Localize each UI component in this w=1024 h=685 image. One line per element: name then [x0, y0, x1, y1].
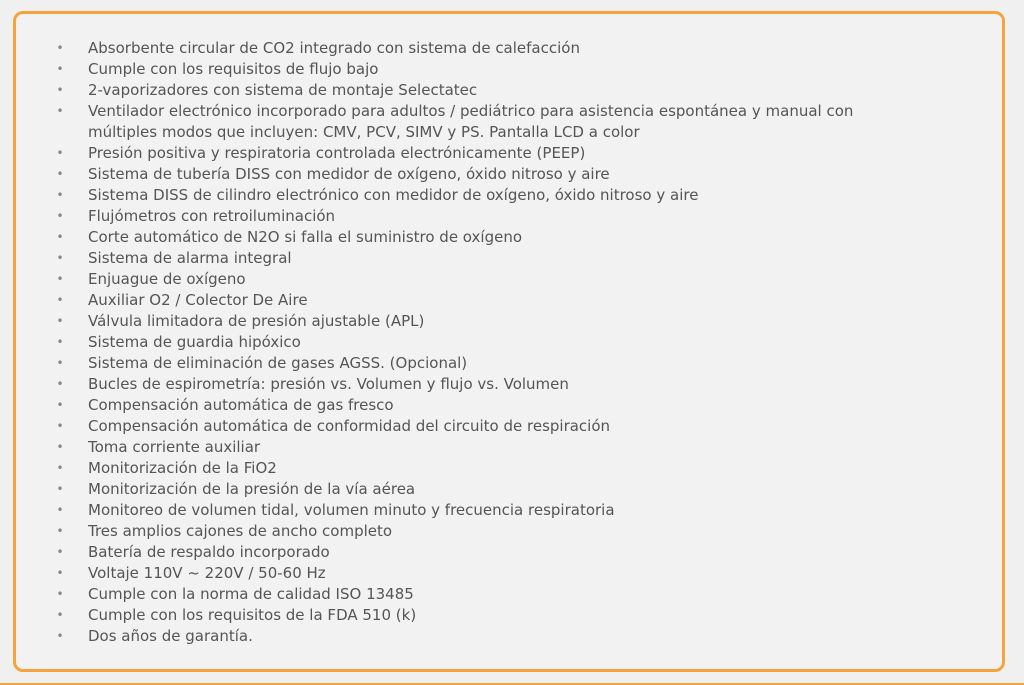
feature-text: Batería de respaldo incorporado [88, 543, 330, 561]
list-item [55, 500, 955, 521]
bullet-icon: • [56, 188, 64, 202]
bullet-icon: • [56, 83, 64, 97]
feature-text: Presión positiva y respiratoria controlada electrónicamente (PEEP) [88, 144, 586, 162]
list-item [55, 227, 955, 248]
list-item [55, 626, 955, 647]
feature-text: Válvula limitadora de presión ajustable (APL) [88, 312, 425, 330]
list-item [55, 563, 955, 584]
list-item [55, 101, 918, 143]
list-item [55, 542, 955, 563]
list-item [55, 269, 955, 290]
list-item [55, 437, 955, 458]
feature-text: Sistema de guardia hipóxico [88, 333, 301, 351]
feature-text: Absorbente circular de CO2 integrado con sistema de calefacción [88, 39, 580, 57]
list-item [55, 584, 955, 605]
bullet-icon: • [56, 104, 64, 118]
bullet-icon: • [56, 272, 64, 286]
feature-text: Compensación automática de conformidad del circuito de respiración [88, 417, 611, 435]
bullet-icon: • [56, 608, 64, 622]
feature-text: Monitorización de la FiO2 [88, 459, 277, 477]
bullet-icon: • [56, 503, 64, 517]
list-item [55, 206, 955, 227]
feature-text: Corte automático de N2O si falla el suministro de oxígeno [88, 228, 523, 246]
feature-text: Monitoreo de volumen tidal, volumen minuto y frecuencia respiratoria [88, 501, 615, 519]
list-item [55, 332, 955, 353]
bullet-icon: • [56, 461, 64, 475]
bullet-icon: • [56, 566, 64, 580]
bullet-icon: • [56, 314, 64, 328]
feature-text: Auxiliar O2 / Colector De Aire [88, 291, 308, 309]
list-item [55, 311, 955, 332]
bullet-icon: • [56, 545, 64, 559]
feature-text: Toma corriente auxiliar [88, 438, 261, 456]
feature-text: Sistema de alarma integral [88, 249, 292, 267]
bullet-icon: • [56, 293, 64, 307]
bullet-icon: • [56, 482, 64, 496]
bullet-icon: • [56, 419, 64, 433]
feature-text: Sistema de tubería DISS con medidor de oxígeno, óxido nitroso y aire [88, 165, 610, 183]
features-list [55, 38, 955, 647]
feature-text: Tres amplios cajones de ancho completo [88, 522, 393, 540]
bullet-icon: • [56, 377, 64, 391]
list-item [55, 374, 955, 395]
feature-text: Flujómetros con retroiluminación [88, 207, 336, 225]
bullet-icon: • [56, 335, 64, 349]
feature-text: Sistema de eliminación de gases AGSS. (Opcional) [88, 354, 468, 372]
list-item [55, 458, 955, 479]
bullet-icon: • [56, 524, 64, 538]
bullet-icon: • [56, 440, 64, 454]
list-item [55, 164, 955, 185]
list-item [55, 38, 955, 59]
bullet-icon: • [56, 629, 64, 643]
bullet-icon: • [56, 146, 64, 160]
list-item [55, 395, 955, 416]
feature-text: Bucles de espirometría: presión vs. Volumen y flujo vs. Volumen [88, 375, 569, 393]
bullet-icon: • [56, 62, 64, 76]
feature-text: 2-vaporizadores con sistema de montaje Selectatec [88, 81, 478, 99]
list-item [55, 353, 955, 374]
list-item [55, 416, 955, 437]
list-item [55, 80, 955, 101]
bullet-icon: • [56, 209, 64, 223]
feature-text: Voltaje 110V ~ 220V / 50-60 Hz [88, 564, 326, 582]
features-panel [13, 11, 1005, 672]
list-item [55, 59, 955, 80]
feature-text: Cumple con los requisitos de la FDA 510 (k) [88, 606, 417, 624]
feature-text: Cumple con los requisitos de flujo bajo [88, 60, 379, 78]
list-item [55, 521, 955, 542]
list-item [55, 185, 955, 206]
feature-text: Sistema DISS de cilindro electrónico con medidor de oxígeno, óxido nitroso y aire [88, 186, 699, 204]
feature-text: Compensación automática de gas fresco [88, 396, 394, 414]
feature-text: Ventilador electrónico incorporado para adultos / pediátrico para asistencia espontánea y manual con múltiples modos que incluyen: CMV, PCV, SIMV y PS. Pantalla LCD a color [88, 102, 854, 141]
bullet-icon: • [56, 167, 64, 181]
bullet-icon: • [56, 41, 64, 55]
bullet-icon: • [56, 356, 64, 370]
list-item [55, 605, 955, 626]
feature-text: Cumple con la norma de calidad ISO 13485 [88, 585, 414, 603]
bullet-icon: • [56, 251, 64, 265]
feature-text: Enjuague de oxígeno [88, 270, 246, 288]
list-item [55, 290, 955, 311]
bullet-icon: • [56, 230, 64, 244]
list-item [55, 479, 955, 500]
list-item [55, 248, 955, 269]
feature-text: Dos años de garantía. [88, 627, 253, 645]
list-item [55, 143, 955, 164]
bullet-icon: • [56, 398, 64, 412]
bullet-icon: • [56, 587, 64, 601]
feature-text: Monitorización de la presión de la vía aérea [88, 480, 416, 498]
